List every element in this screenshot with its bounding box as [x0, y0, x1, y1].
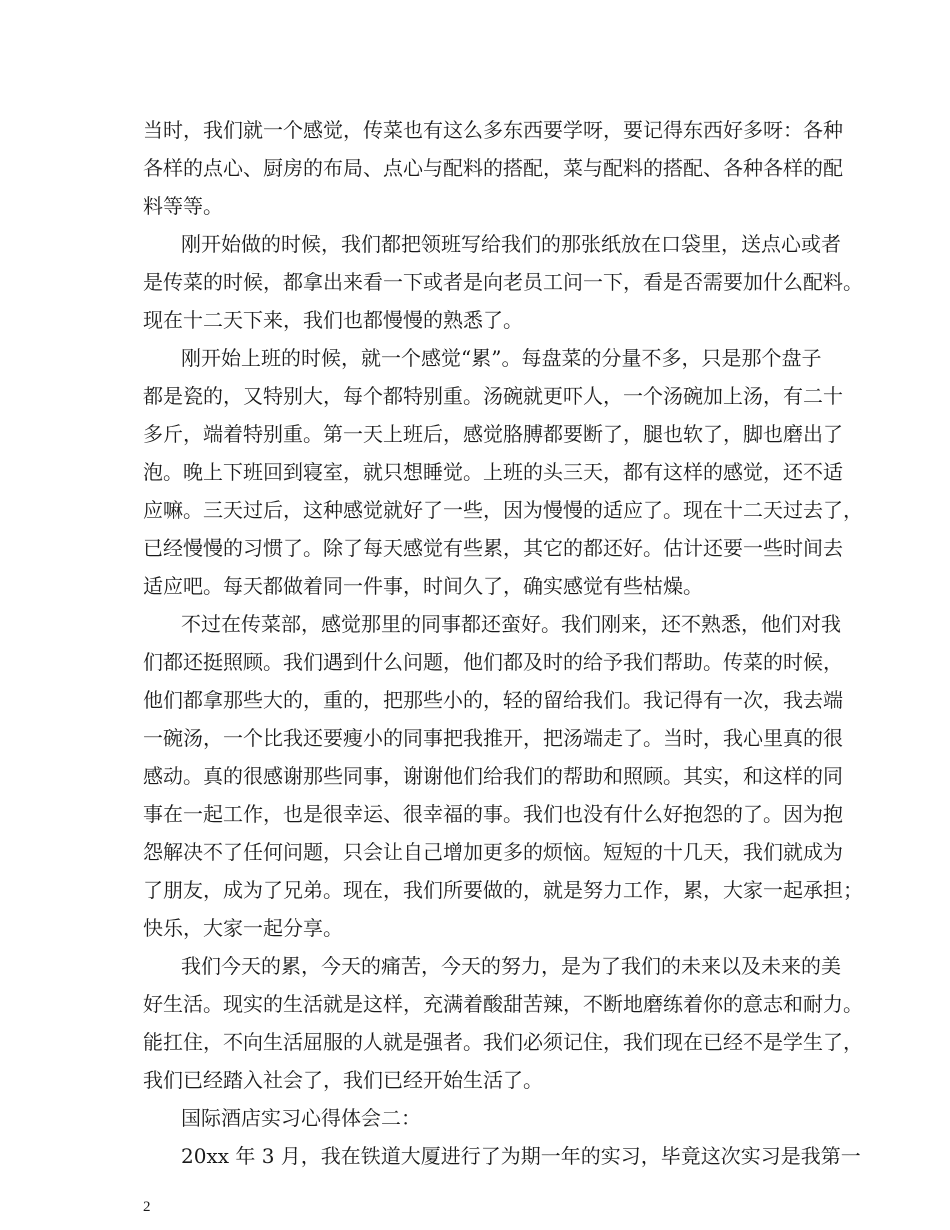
- text-line: 他们都拿那些大的，重的，把那些小的，轻的留给我们。我记得有一次，我去端: [143, 688, 843, 712]
- paragraph-start-line: 不过在传菜部，感觉那里的同事都还蛮好。我们刚来，还不熟悉，他们对我: [181, 612, 841, 636]
- section-heading: 国际酒店实习心得体会二：: [181, 1106, 421, 1130]
- text-line: 事在一起工作，也是很幸运、很幸福的事。我们也没有什么好抱怨的了。因为抱: [143, 802, 843, 826]
- text-line: 怨解决不了任何问题，只会让自己增加更多的烦恼。短短的十几天，我们就成为: [143, 840, 843, 864]
- page-number: 2: [143, 1199, 151, 1215]
- text-line: 一碗汤，一个比我还要瘦小的同事把我推开，把汤端走了。当时，我心里真的很: [143, 726, 843, 750]
- text-line: 当时，我们就一个感觉，传菜也有这么多东西要学呀，要记得东西好多呀：各种: [143, 118, 843, 142]
- text-line: 现在十二天下来，我们也都慢慢的熟悉了。: [143, 308, 523, 332]
- text-line: 是传菜的时候，都拿出来看一下或者是向老员工问一下，看是否需要加什么配料。: [143, 270, 863, 294]
- text-line: 感动。真的很感谢那些同事，谢谢他们给我们的帮助和照顾。其实，和这样的同: [143, 764, 843, 788]
- text-line: 们都还挺照顾。我们遇到什么问题，他们都及时的给予我们帮助。传菜的时候，: [143, 650, 843, 674]
- text-line: 料等等。: [143, 194, 223, 218]
- text-line: 泡。晚上下班回到寝室，就只想睡觉。上班的头三天，都有这样的感觉，还不适: [143, 460, 843, 484]
- text-line: 应嘛。三天过后，这种感觉就好了一些，因为慢慢的适应了。现在十二天过去了，: [143, 498, 863, 522]
- text-line: 快乐，大家一起分享。: [143, 916, 343, 940]
- text-line: 我们已经踏入社会了，我们已经开始生活了。: [143, 1068, 543, 1092]
- paragraph-start-line: 刚开始上班的时候，就一个感觉“累”。每盘菜的分量不多，只是那个盘子: [181, 346, 822, 370]
- text-line: 已经慢慢的习惯了。除了每天感觉有些累，其它的都还好。估计还要一些时间去: [143, 536, 843, 560]
- text-line: 了朋友，成为了兄弟。现在，我们所要做的，就是努力工作，累，大家一起承担；: [143, 878, 863, 902]
- text-line: 能扛住，不向生活屈服的人就是强者。我们必须记住，我们现在已经不是学生了，: [143, 1030, 863, 1054]
- text-line: 各样的点心、厨房的布局、点心与配料的搭配，菜与配料的搭配、各种各样的配: [143, 156, 843, 180]
- text-line: 多斤，端着特别重。第一天上班后，感觉胳膊都要断了，腿也软了，脚也磨出了: [143, 422, 843, 446]
- paragraph-start-line: 我们今天的累，今天的痛苦，今天的努力，是为了我们的未来以及未来的美: [181, 954, 841, 978]
- text-line: 适应吧。每天都做着同一件事，时间久了，确实感觉有些枯燥。: [143, 574, 703, 598]
- text-line: 都是瓷的，又特别大，每个都特别重。汤碗就更吓人，一个汤碗加上汤，有二十: [143, 384, 843, 408]
- paragraph-start-line: 20xx 年 3 月，我在铁道大厦进行了为期一年的实习，毕竟这次实习是我第一: [181, 1144, 861, 1168]
- paragraph-start-line: 刚开始做的时候，我们都把领班写给我们的那张纸放在口袋里，送点心或者: [181, 232, 841, 256]
- text-line: 好生活。现实的生活就是这样，充满着酸甜苦辣，不断地磨练着你的意志和耐力。: [143, 992, 863, 1016]
